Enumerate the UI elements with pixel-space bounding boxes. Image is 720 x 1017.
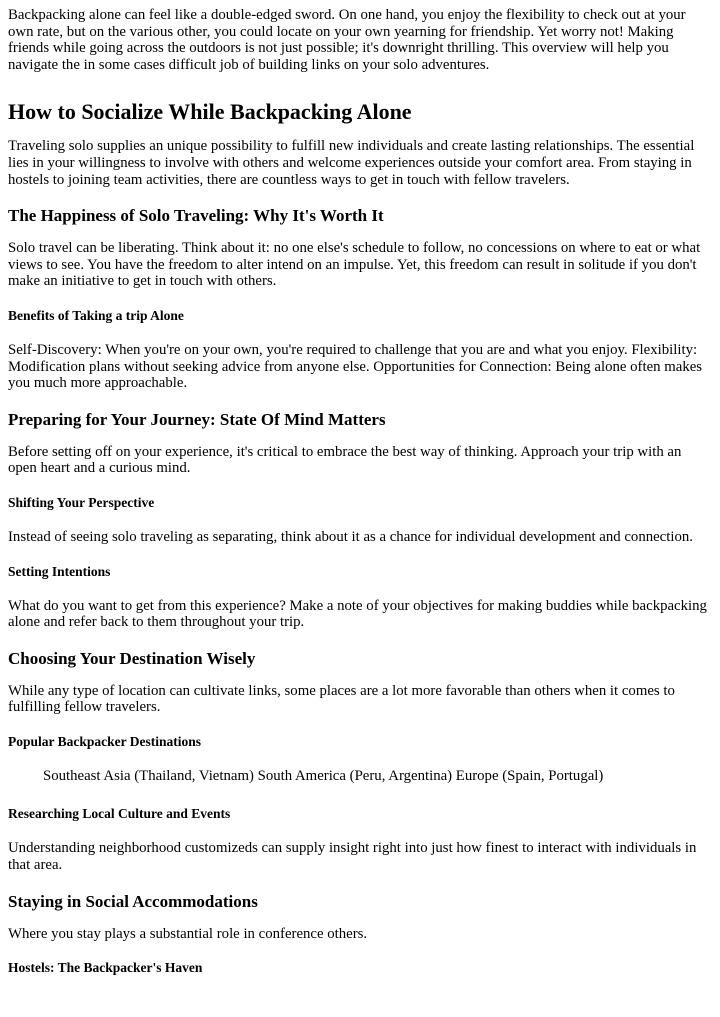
heading-researching: Researching Local Culture and Events: [8, 806, 231, 822]
paragraph-happiness: Solo travel can be liberating. Think about it: no one else's schedule to follow, no concessions on where to eat or what views to see. You have the freedom to alter intend on an impulse. Yet, this freedom can result in solitude if you don't make an initiative to get in touch with others.: [8, 240, 701, 290]
paragraph-benefits: Self-Discovery: When you're on your own, you're required to challenge that you are and what you enjoy. Flexibility: Modification plans without seeking advice from anyone else. Opportunities for Connection: Being alone often makes you much more approachable.: [8, 341, 703, 392]
heading-destination: Choosing Your Destination Wisely: [8, 648, 256, 668]
heading-happiness: The Happiness of Solo Traveling: Why It's Worth It: [8, 206, 384, 226]
heading-preparing: Preparing for Your Journey: State Of Mind Matters: [8, 409, 386, 429]
paragraph-staying: Where you stay plays a substantial role in conference others.: [8, 925, 368, 942]
paragraph-intentions: What do you want to get from this experience? Make a note of your objectives for making buddies while backpacking alone and refer back to them throughout your trip.: [8, 597, 707, 631]
paragraph-popular-destinations: Southeast Asia (Thailand, Vietnam) South America (Peru, Argentina) Europe (Spain, Portugal): [43, 767, 604, 784]
paragraph-shifting: Instead of seeing solo traveling as separating, think about it as a chance for individual development and connection.: [8, 528, 693, 545]
heading-intentions: Setting Intentions: [8, 563, 111, 579]
paragraph-destination: While any type of location can cultivate links, some places are a lot more favorable than others when it comes to fulfilling fellow travelers.: [8, 682, 675, 716]
page-title: How to Socialize While Backpacking Alone: [8, 99, 412, 125]
heading-popular-destinations: Popular Backpacker Destinations: [8, 733, 202, 749]
intro-body-paragraph: Traveling solo supplies an unique possibility to fulfill new individuals and create lasting relationships. The essential lies in your willingness to involve with others and welcome experiences outside your comfort area. From staying in hostels to joining team activities, there are countless ways to get in touch with fellow travelers.: [8, 138, 695, 188]
heading-hostels: Hostels: The Backpacker's Haven: [8, 960, 203, 976]
heading-staying: Staying in Social Accommodations: [8, 891, 258, 911]
heading-shifting: Shifting Your Perspective: [8, 494, 155, 510]
paragraph-preparing: Before setting off on your experience, it's critical to embrace the best way of thinking. Approach your trip with an open heart and a curious mind.: [8, 443, 682, 477]
paragraph-researching: Understanding neighborhood customizeds can supply insight right into just how finest to interact with individuals in that area.: [8, 840, 697, 874]
intro-paragraph: Backpacking alone can feel like a double-edged sword. On one hand, you enjoy the flexibility to check out at your own rate, but on the various other, you could locate on your own yearning for friendship. Yet worry not! Making friends while going across the outdoors is not just possible; it's downright thrilling. This overview will help you navigate the in some cases difficult job of building links on your solo adventures.: [8, 7, 686, 73]
heading-benefits: Benefits of Taking a trip Alone: [8, 307, 184, 323]
